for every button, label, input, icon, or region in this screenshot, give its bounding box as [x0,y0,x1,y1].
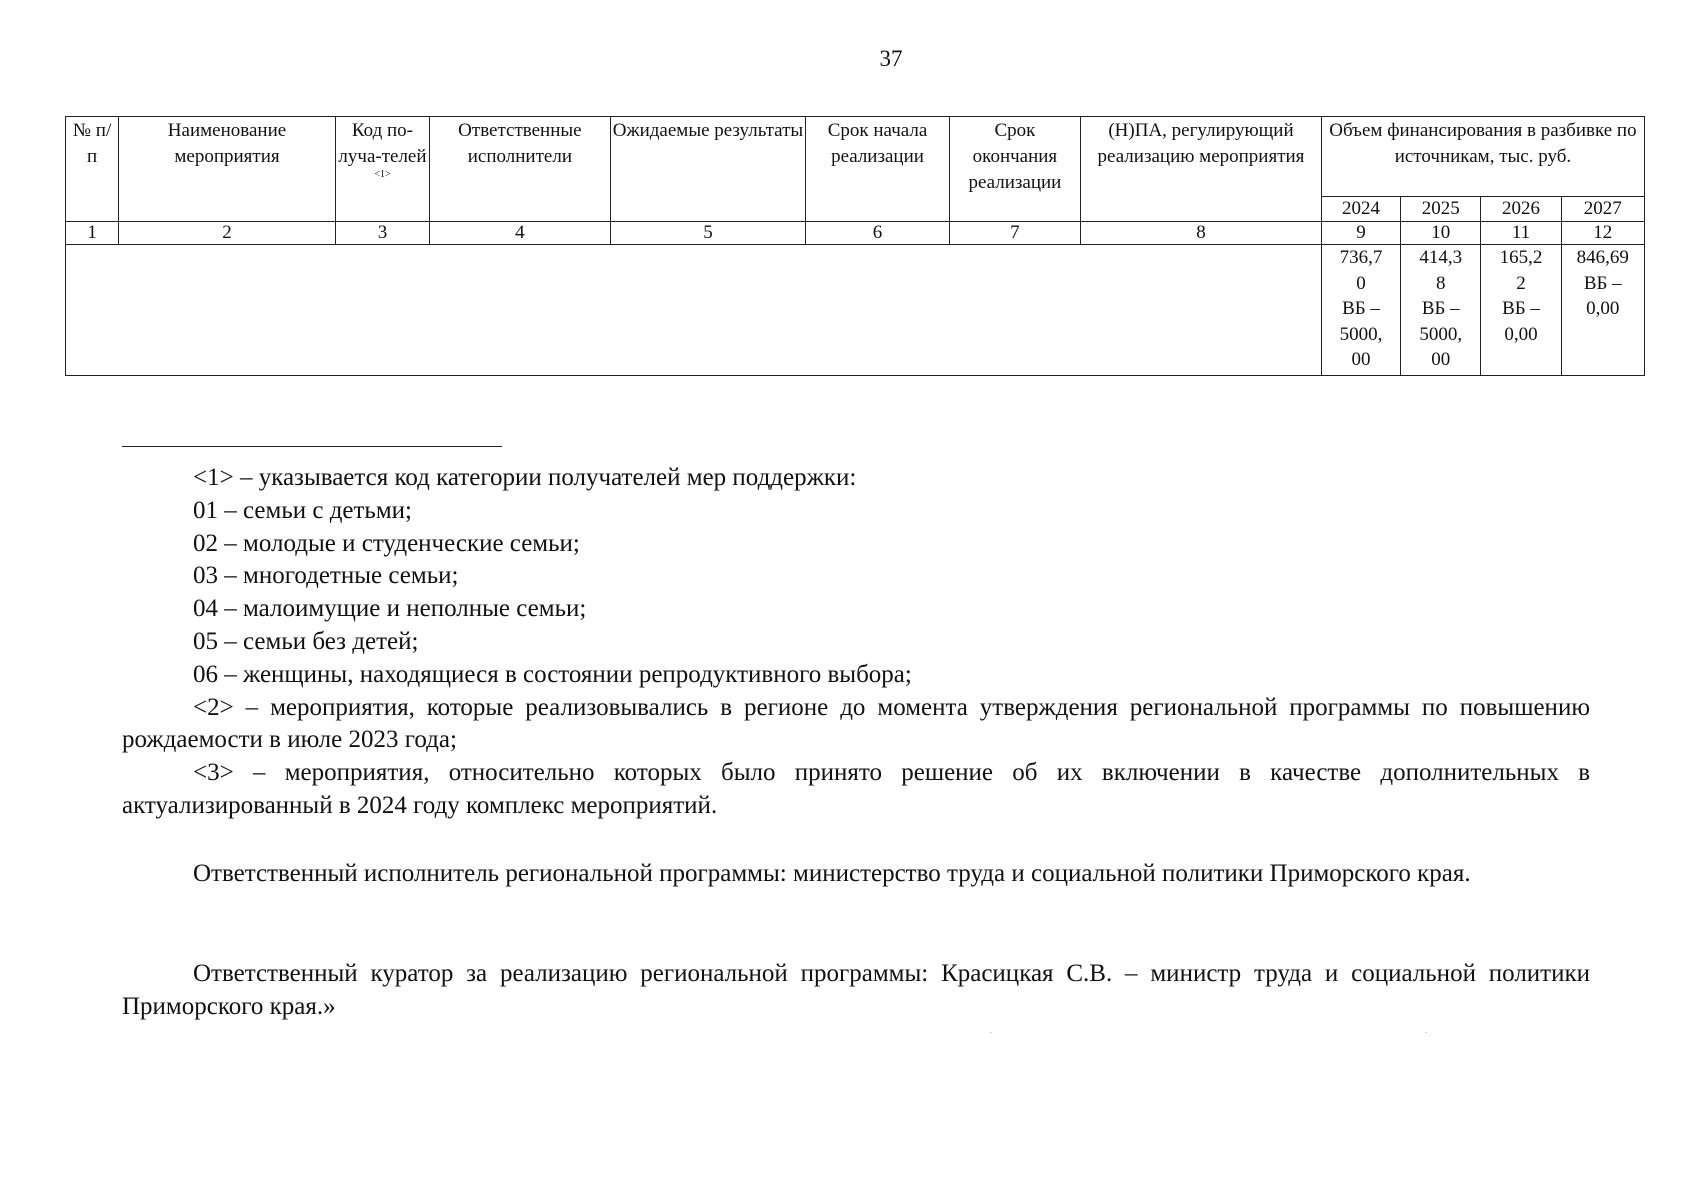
funding-line: ВБ – [1342,298,1380,319]
funding-2024 [1321,245,1400,376]
header-executors: Ответственные исполнители [430,117,611,222]
funding-line: ВБ – [1583,272,1622,294]
header-activity-name: Наименование мероприятия [119,117,336,222]
header-recipient-code [335,117,429,222]
funding-line: 165,2 [1499,247,1543,268]
footnote-item: 03 – многодетные семьи; [193,562,459,590]
funding-line: 736,7 [1339,247,1383,268]
responsible-executor: Ответственный исполнитель региональной программы: министерство труда и социальной политики Приморского края. [193,860,1471,887]
responsible-curator-block [122,958,1590,1024]
responsible-executor-block [122,858,1590,891]
column-number: 2 [119,222,336,245]
header-number: № п/п [66,117,119,222]
header-start-date: Срок начала реализации [806,117,949,222]
column-number: 1 [66,222,119,245]
column-number: 6 [806,222,949,245]
funding-2027 [1561,245,1644,376]
footnote-item: <1> – указывается код категории получателей мер поддержки: [193,464,857,491]
funding-line: 5000, [1419,323,1463,345]
funding-line: 846,69 [1576,247,1629,268]
header-code-footnote-ref: <1> [374,169,391,180]
year-2026: 2026 [1481,197,1561,222]
column-number: 9 [1321,222,1400,245]
funding-line: 2 [1516,272,1526,294]
footnote-item: 02 – молодые и студенческие семьи; [193,529,580,557]
footnote-item: <2> – мероприятия, которые реализовывались в регионе до момента утверждения региональной программы по повышению рождаемости в июле 2023 года; [122,693,1590,754]
column-number: 8 [1081,222,1322,245]
column-number: 10 [1401,222,1481,245]
footnote-item: 05 – семьи без детей; [193,627,419,655]
total-row [66,245,1645,376]
footnotes [122,462,1590,823]
footnote-item: 01 – семьи с детьми; [193,496,412,524]
column-number: 5 [610,222,806,245]
header-expected-results: Ожидаемые результаты [610,117,806,222]
footnote-item: 04 – малоимущие и неполные семьи; [193,595,587,623]
funding-line: 0 [1356,272,1366,294]
activities-table [65,116,1645,376]
funding-2026 [1481,245,1561,376]
column-number: 4 [430,222,611,245]
header-row [66,117,1645,197]
year-2027: 2027 [1561,197,1644,222]
column-number: 12 [1561,222,1644,245]
page-number: 37 [879,46,903,71]
funding-line: 414,3 [1419,247,1463,268]
funding-line: ВБ – [1502,298,1540,319]
funding-line: 8 [1435,272,1446,294]
column-number: 7 [949,222,1080,245]
year-2025: 2025 [1401,197,1481,222]
funding-2025 [1401,245,1481,376]
footnote-item: <3> – мероприятия, относительно которых было принято решение об их включении в качестве дополнительных в актуализированный в 2024 году комплекс мероприятий. [122,759,1590,819]
header-funding: Объем финансирования в разбивке по источникам, тыс. руб. [1321,117,1644,197]
header-end-date: Срок окончания реализации [949,117,1080,222]
funding-line: ВБ – [1421,298,1460,319]
column-number: 11 [1481,222,1561,245]
header-recipient-code-label: Код по-луча-телей [338,120,427,167]
funding-line: 5000, [1339,323,1383,345]
funding-line: 0,00 [1504,323,1538,345]
scan-speck [990,1032,992,1033]
funding-line: 00 [1351,349,1371,370]
column-number-row [66,222,1645,245]
column-number: 3 [335,222,429,245]
funding-line: 0,00 [1586,298,1620,319]
header-legal-act: (Н)ПА, регулирующий реализацию мероприятия [1081,117,1322,222]
total-row-label-cell [66,245,1322,376]
footnote-item: 06 – женщины, находящиеся в состоянии репродуктивного выбора; [193,660,912,688]
responsible-curator: Ответственный куратор за реализацию региональной программы: Красицкая С.В. – министр труда и социальной политики Приморского края.» [122,960,1590,1020]
year-2024: 2024 [1321,197,1400,222]
footnote-separator [122,446,502,447]
scan-speck [1425,1032,1427,1033]
funding-line: 00 [1431,349,1451,370]
